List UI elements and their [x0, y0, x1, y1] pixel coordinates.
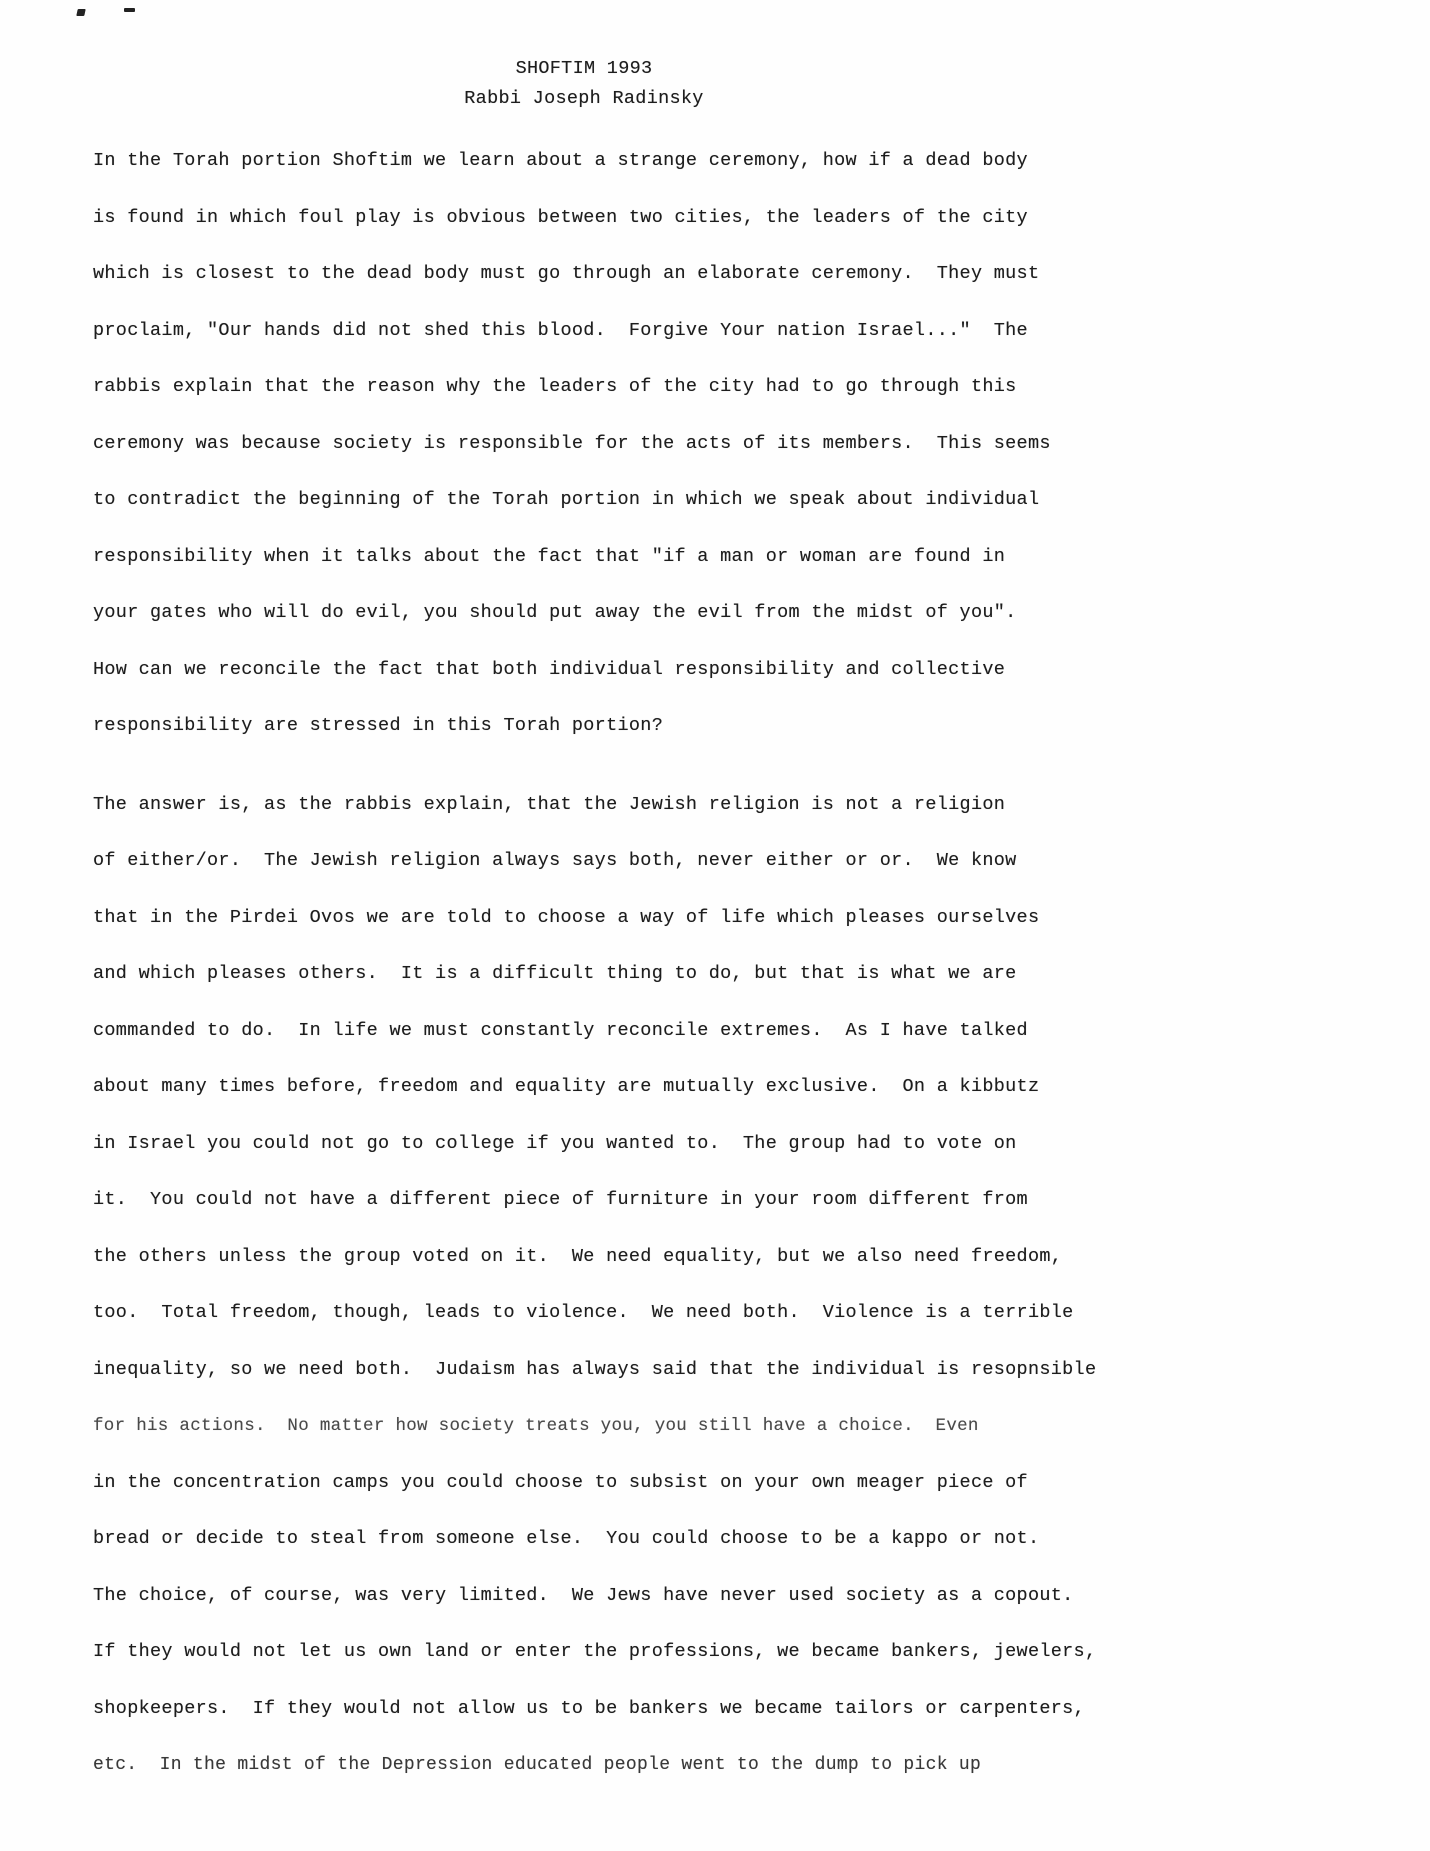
text-line: The choice, of course, was very limited. We Jews have never used society as a copout.	[93, 1584, 1074, 1606]
text-line: responsibility when it talks about the fact that "if a man or woman are found in	[93, 545, 1006, 567]
text-line: your gates who will do evil, you should put away the evil from the midst of you".	[93, 602, 1017, 623]
text-line: the others unless the group voted on it. We need equality, but we also need freedom,	[93, 1245, 1063, 1267]
paragraph-2	[93, 777, 1430, 1794]
text-line: in Israel you could not go to college if you wanted to. The group had to vote on	[93, 1132, 1017, 1154]
document-author: Rabbi Joseph Radinsky	[464, 88, 704, 109]
text-line: it. You could not have a different piece of furniture in your room different from	[93, 1189, 1028, 1210]
ink-speck	[76, 9, 85, 16]
text-line: etc. In the midst of the Depression educated people went to the dump to pick up	[93, 1755, 982, 1775]
text-line: proclaim, "Our hands did not shed this blood. Forgive Your nation Israel..." The	[93, 319, 1028, 341]
text-line: of either/or. The Jewish religion always says both, never either or or. We know	[93, 850, 1017, 871]
text-line: in the concentration camps you could choose to subsist on your own meager piece of	[93, 1471, 1028, 1493]
text-line: to contradict the beginning of the Torah portion in which we speak about individual	[93, 489, 1040, 510]
text-line: bread or decide to steal from someone else. You could choose to be a kappo or not.	[93, 1528, 1040, 1549]
text-line: If they would not let us own land or enter the professions, we became bankers, jewelers,	[93, 1641, 1097, 1662]
document-title: SHOFTIM 1993	[515, 58, 653, 79]
text-line: that in the Pirdei Ovos we are told to choose a way of life which pleases ourselves	[93, 906, 1040, 928]
text-line: inequality, so we need both. Judaism has always said that the individual is resopnsible	[93, 1358, 1097, 1380]
text-line: for his actions. No matter how society treats you, you still have a choice. Even	[93, 1416, 979, 1436]
text-line: is found in which foul play is obvious between two cities, the leaders of the city	[93, 206, 1028, 228]
text-line: shopkeepers. If they would not allow us to be bankers we became tailors or carpenters,	[93, 1697, 1085, 1719]
text-line: responsibility are stressed in this Torah portion?	[93, 715, 664, 736]
text-line: which is closest to the dead body must go through an elaborate ceremony. They must	[93, 263, 1040, 284]
document-body	[93, 133, 1430, 1794]
text-line: too. Total freedom, though, leads to violence. We need both. Violence is a terrible	[93, 1302, 1074, 1323]
text-line: rabbis explain that the reason why the leaders of the city had to go through this	[93, 376, 1017, 397]
text-line: about many times before, freedom and equality are mutually exclusive. On a kibbutz	[93, 1076, 1040, 1097]
ink-speck	[124, 8, 135, 12]
text-line: ceremony was because society is responsible for the acts of its members. This seems	[93, 432, 1051, 454]
text-line: and which pleases others. It is a difficult thing to do, but that is what we are	[93, 963, 1017, 984]
text-line: In the Torah portion Shoftim we learn about a strange ceremony, how if a dead body	[93, 150, 1028, 171]
paragraph-1	[93, 133, 1430, 755]
text-line: commanded to do. In life we must constantly reconcile extremes. As I have talked	[93, 1019, 1028, 1041]
document-header	[93, 54, 1075, 114]
text-line: How can we reconcile the fact that both individual responsibility and collective	[93, 658, 1006, 680]
text-line: The answer is, as the rabbis explain, that the Jewish religion is not a religion	[93, 793, 1006, 815]
